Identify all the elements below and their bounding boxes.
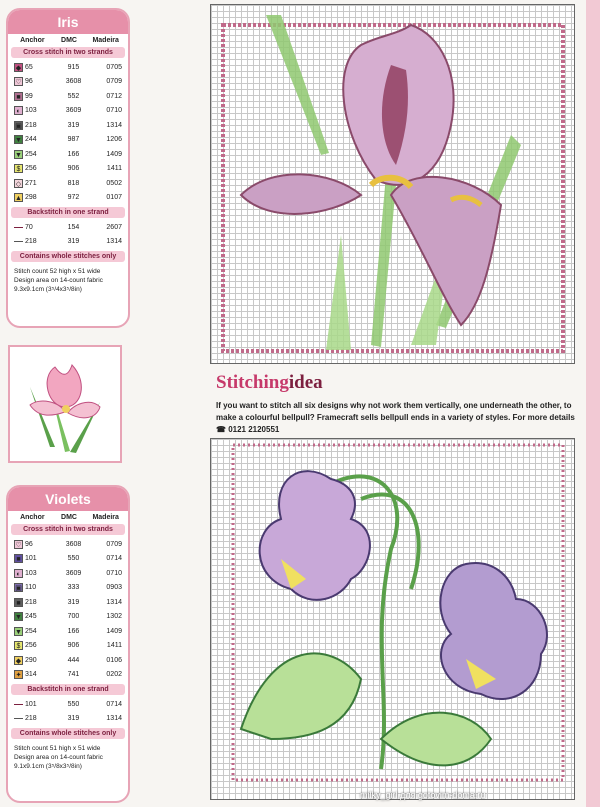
iris-back-label: Backstitch in one strand: [11, 207, 125, 218]
iris-thread-row: [8, 162, 128, 177]
iris-thread-list: [8, 60, 128, 205]
dmc-code: 550: [67, 555, 80, 563]
thread-symbol-icon: ◐: [14, 106, 23, 115]
iris-chart: [210, 4, 575, 364]
madeira-code: 1302: [106, 613, 122, 621]
madeira-code: 1314: [106, 121, 122, 129]
thread-symbol-icon: ♡: [15, 541, 22, 549]
violets-thread-row: [8, 610, 128, 625]
iris-thumbnail-art: [10, 347, 120, 461]
anchor-code: 99: [25, 92, 33, 100]
stitching-idea-text: If you want to stitch all six designs why not work them vertically, one underneath the other, to make a colourful bellpull? Framecraft sells bellpull ends in a variety of styles. For more details ☎ 0121 2120551: [216, 401, 575, 434]
dmc-code: 166: [67, 627, 80, 635]
backstitch-line-icon: [14, 241, 23, 242]
backstitch-line-icon: [14, 704, 23, 705]
anchor-code: 298: [25, 194, 37, 202]
anchor-code: 103: [25, 569, 37, 577]
madeira-code: 1314: [106, 715, 122, 723]
iris-key-panel: [6, 8, 130, 328]
anchor-code: 218: [25, 715, 37, 723]
thread-symbol-icon: ▼: [15, 137, 22, 145]
madeira-code: 0106: [106, 656, 122, 664]
backstitch-line-icon: [14, 227, 23, 228]
madeira-code: 0202: [106, 671, 122, 679]
iris-thread-row: [8, 104, 128, 119]
thread-symbol-icon: ■: [14, 598, 23, 607]
violets-thread-row: [8, 624, 128, 639]
violets-thread-row: [8, 581, 128, 596]
violets-backstitch-row: [8, 712, 128, 727]
violets-whole-label: Contains whole stitches only: [11, 728, 125, 739]
backstitch-line-icon: [14, 718, 23, 719]
violets-backstitch-row: [8, 697, 128, 712]
dmc-code: 906: [67, 165, 80, 173]
dmc-code: 906: [67, 642, 80, 650]
thread-symbol-icon: ◆: [15, 64, 22, 72]
iris-thumbnail: [8, 345, 122, 463]
dmc-code: 3608: [65, 540, 82, 548]
iris-thread-row: [8, 191, 128, 206]
anchor-code: 101: [25, 700, 37, 708]
thread-symbol-icon: ◆: [15, 657, 22, 665]
iris-notes: [8, 264, 128, 297]
madeira-code: 1314: [106, 238, 122, 246]
dmc-code: 741: [67, 671, 80, 679]
anchor-code: 218: [25, 121, 37, 129]
violets-chart-art: [211, 439, 575, 800]
anchor-code: 256: [25, 165, 37, 173]
iris-chart-art: [211, 5, 575, 364]
dmc-code: 319: [67, 238, 80, 246]
dmc-code: 3608: [65, 78, 82, 86]
dmc-code: 3609: [65, 107, 82, 115]
violets-key-panel: [6, 485, 130, 803]
col-dmc: DMC: [61, 37, 77, 44]
violets-size: 9.1x9.1cm (3⁵/8x3⁵/8in): [14, 763, 82, 770]
watermark: milky_girl для gotovim-doma.ru: [360, 790, 486, 800]
dmc-code: 319: [67, 121, 80, 129]
anchor-code: 103: [25, 107, 37, 115]
madeira-code: 0710: [106, 569, 122, 577]
col-anchor: Anchor: [20, 514, 45, 521]
violets-stitch-count: Stitch count 51 high x 51 wide: [14, 745, 101, 752]
anchor-code: 218: [25, 238, 37, 246]
madeira-code: 0714: [106, 555, 122, 563]
violets-thread-row: [8, 566, 128, 581]
madeira-code: 0710: [106, 107, 122, 115]
anchor-code: 70: [25, 223, 33, 231]
violets-key-title: Violets: [8, 487, 128, 511]
violets-key-header: [8, 511, 128, 522]
thread-symbol-icon: ▲: [15, 195, 22, 203]
madeira-code: 1411: [106, 642, 122, 650]
dmc-code: 700: [67, 613, 80, 621]
madeira-code: 1206: [106, 136, 122, 144]
col-madeira: Madeira: [92, 37, 119, 44]
anchor-code: 254: [25, 627, 37, 635]
anchor-code: 65: [25, 63, 33, 71]
violets-thread-row: [8, 552, 128, 567]
iris-thread-row: [8, 176, 128, 191]
madeira-code: 0903: [106, 584, 122, 592]
iris-size: 9.3x9.1cm (3⁵/4x3⁵/8in): [14, 286, 82, 293]
anchor-code: 110: [25, 584, 37, 592]
anchor-code: 101: [25, 555, 37, 563]
idea-title-a: Stitching: [216, 372, 289, 393]
thread-symbol-icon: ▼: [15, 628, 22, 636]
iris-whole-label: Contains whole stitches only: [11, 251, 125, 262]
iris-key-title: Iris: [8, 10, 128, 34]
madeira-code: 1409: [106, 627, 122, 635]
dmc-code: 972: [67, 194, 80, 202]
dmc-code: 154: [67, 223, 80, 231]
thread-symbol-icon: ◐: [14, 569, 23, 578]
iris-thread-row: [8, 89, 128, 104]
dmc-code: 915: [67, 63, 80, 71]
violets-design-area: Design area on 14-count fabric: [14, 754, 103, 761]
dmc-code: 333: [67, 584, 80, 592]
iris-thread-row: [8, 60, 128, 75]
madeira-code: 0502: [106, 179, 122, 187]
thread-symbol-icon: ▣: [15, 122, 22, 130]
madeira-code: 0705: [106, 63, 122, 71]
dmc-code: 319: [67, 598, 80, 606]
anchor-code: 254: [25, 150, 37, 158]
dmc-code: 319: [67, 715, 80, 723]
anchor-code: 96: [25, 540, 33, 548]
madeira-code: 0709: [106, 540, 122, 548]
anchor-code: 244: [25, 136, 37, 144]
thread-symbol-icon: ✦: [15, 672, 22, 680]
iris-key-header: [8, 34, 128, 45]
anchor-code: 245: [25, 613, 37, 621]
thread-symbol-icon: ♡: [15, 79, 22, 87]
iris-backstitch-row: [8, 235, 128, 250]
violets-thread-list: [8, 537, 128, 682]
col-madeira: Madeira: [92, 514, 119, 521]
page-edge-strip: [586, 0, 600, 807]
dmc-code: 818: [67, 179, 80, 187]
thread-symbol-icon: ▣: [15, 585, 22, 593]
thread-symbol-icon: $: [14, 641, 23, 650]
dmc-code: 987: [67, 136, 80, 144]
madeira-code: 0709: [106, 78, 122, 86]
iris-thread-row: [8, 118, 128, 133]
iris-thread-row: [8, 75, 128, 90]
madeira-code: 0714: [106, 700, 122, 708]
madeira-code: 0107: [106, 194, 122, 202]
dmc-code: 444: [67, 656, 80, 664]
madeira-code: 0712: [106, 92, 122, 100]
iris-thread-row: [8, 133, 128, 148]
thread-symbol-icon: ▼: [15, 614, 22, 622]
thread-symbol-icon: ◇: [15, 180, 22, 188]
anchor-code: 256: [25, 642, 37, 650]
violets-thread-row: [8, 639, 128, 654]
iris-backstitch-row: [8, 220, 128, 235]
iris-thread-row: [8, 147, 128, 162]
violets-chart: [210, 438, 575, 800]
thread-symbol-icon: ■: [14, 554, 23, 563]
anchor-code: 271: [25, 179, 37, 187]
anchor-code: 96: [25, 78, 33, 86]
stitching-idea-title: [216, 372, 323, 394]
dmc-code: 552: [67, 92, 80, 100]
col-dmc: DMC: [61, 514, 77, 521]
idea-title-b: idea: [288, 372, 323, 393]
thread-symbol-icon: $: [14, 164, 23, 173]
thread-symbol-icon: ▼: [15, 151, 22, 159]
madeira-code: 2607: [106, 223, 122, 231]
dmc-code: 3609: [65, 569, 82, 577]
violets-thread-row: [8, 653, 128, 668]
dmc-code: 550: [67, 700, 80, 708]
anchor-code: 314: [25, 671, 37, 679]
dmc-code: 166: [67, 150, 80, 158]
violets-cross-label: Cross stitch in two strands: [11, 524, 125, 535]
iris-backstitch-list: [8, 220, 128, 249]
violets-thread-row: [8, 537, 128, 552]
iris-cross-label: Cross stitch in two strands: [11, 47, 125, 58]
violets-notes: [8, 741, 128, 774]
violets-backstitch-list: [8, 697, 128, 726]
violets-thread-row: [8, 668, 128, 683]
thread-symbol-icon: ■: [14, 92, 23, 101]
madeira-code: 1411: [106, 165, 122, 173]
col-anchor: Anchor: [20, 37, 45, 44]
madeira-code: 1314: [106, 598, 122, 606]
iris-design-area: Design area on 14-count fabric: [14, 277, 103, 284]
violets-thread-row: [8, 595, 128, 610]
madeira-code: 1409: [106, 150, 122, 158]
anchor-code: 218: [25, 598, 37, 606]
violets-back-label: Backstitch in one strand: [11, 684, 125, 695]
anchor-code: 290: [25, 656, 37, 664]
iris-stitch-count: Stitch count 52 high x 51 wide: [14, 268, 101, 275]
